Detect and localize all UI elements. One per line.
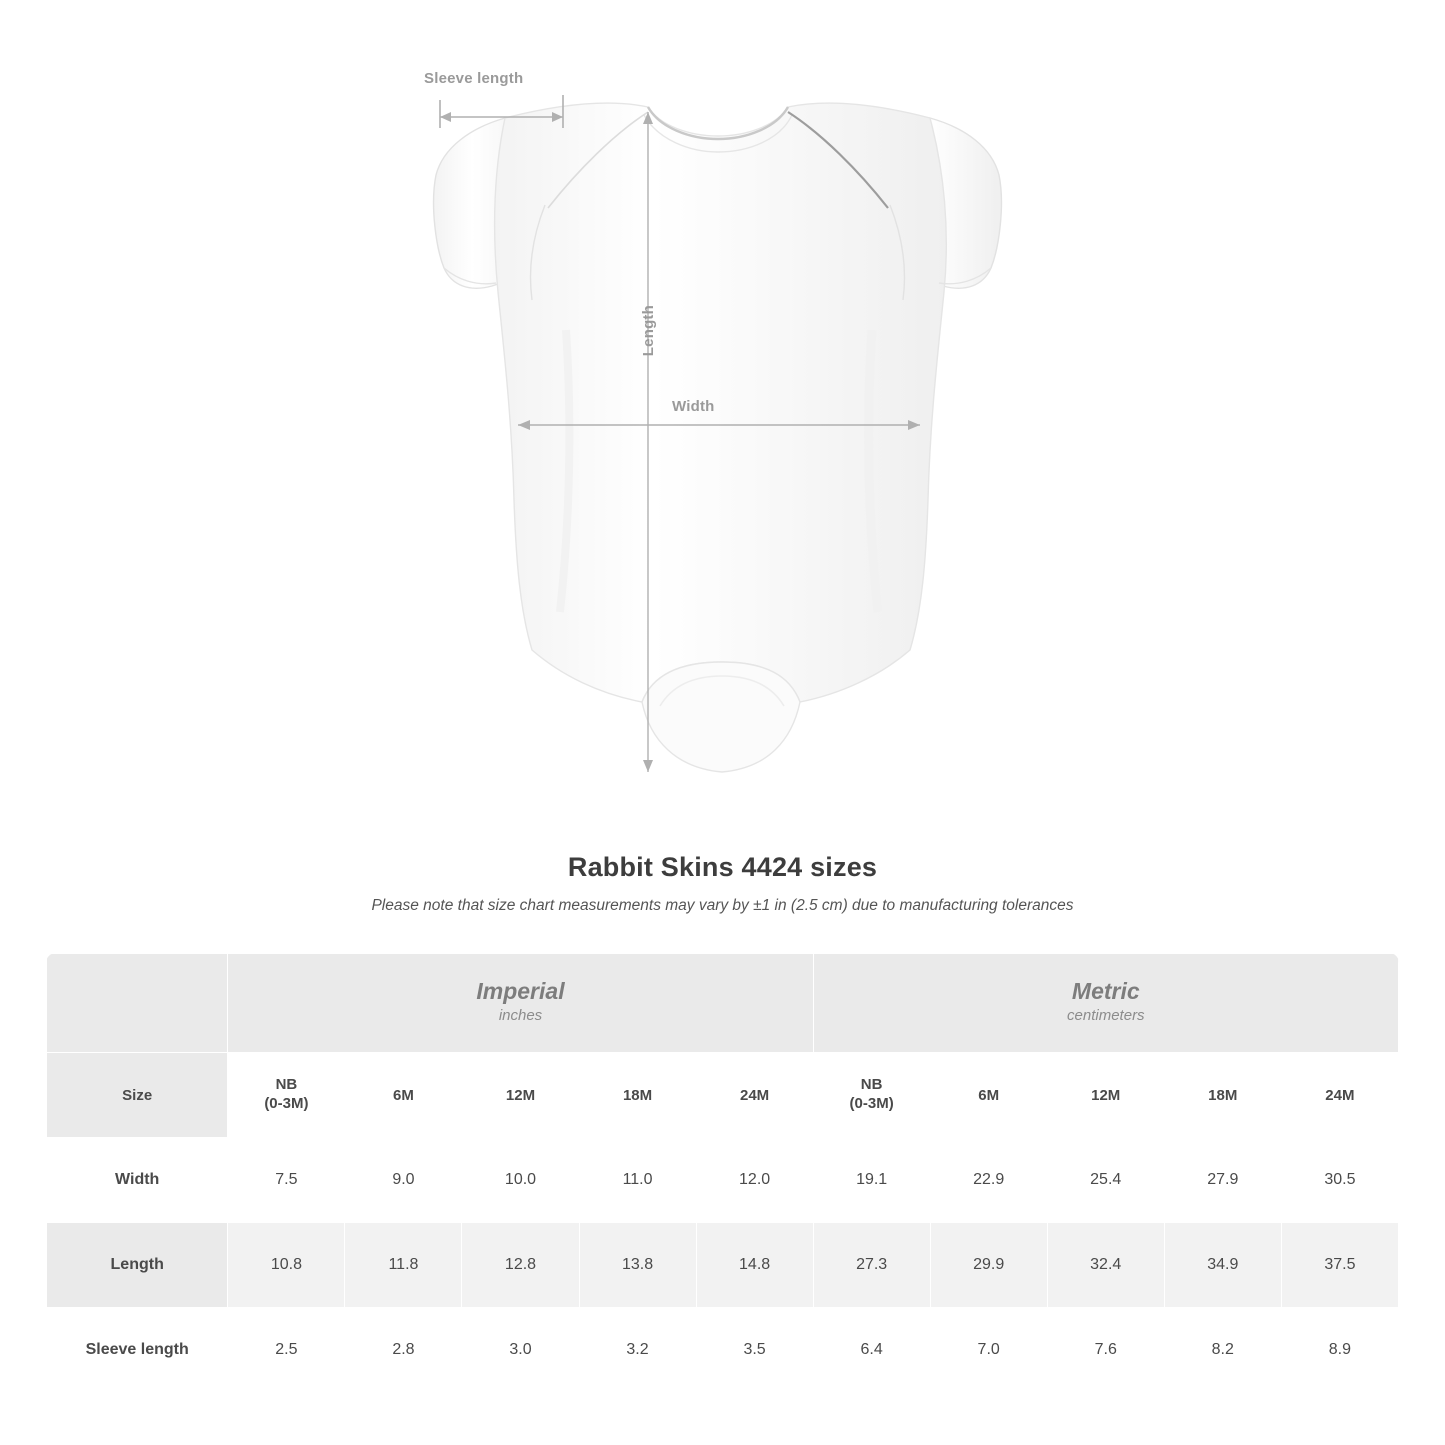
cell-width-6m-in: 9.0 <box>345 1138 462 1223</box>
column-header-nb-metric <box>813 1053 930 1138</box>
cell-length-12m-in: 12.8 <box>462 1223 579 1308</box>
size-header-row <box>47 1053 1399 1138</box>
column-header-line1: NB <box>860 1076 883 1094</box>
row-header-size: Size <box>47 1053 228 1138</box>
column-header-nb-imperial <box>228 1053 345 1138</box>
column-header-6m-metric: 6M <box>930 1053 1047 1138</box>
cell-length-nb-cm: 27.3 <box>813 1223 930 1308</box>
cell-sleeve-18m-cm: 8.2 <box>1164 1308 1281 1393</box>
cell-width-6m-cm: 22.9 <box>930 1138 1047 1223</box>
unit-header-metric <box>813 954 1398 1053</box>
cell-width-18m-cm: 27.9 <box>1164 1138 1281 1223</box>
unit-sub-imperial: inches <box>498 1007 543 1025</box>
cell-sleeve-6m-cm: 7.0 <box>930 1308 1047 1393</box>
row-label-width: Width <box>47 1138 228 1223</box>
cell-length-6m-cm: 29.9 <box>930 1223 1047 1308</box>
unit-header-row <box>47 954 1399 1053</box>
cell-length-6m-in: 11.8 <box>345 1223 462 1308</box>
cell-width-nb-in: 7.5 <box>228 1138 345 1223</box>
chart-title: Rabbit Skins 4424 sizes <box>567 852 878 882</box>
cell-length-24m-cm: 37.5 <box>1281 1223 1398 1308</box>
cell-length-18m-in: 13.8 <box>579 1223 696 1308</box>
width-annotation: Width <box>672 398 715 415</box>
cell-width-nb-cm: 19.1 <box>813 1138 930 1223</box>
unit-name-metric: Metric <box>1071 977 1140 1004</box>
cell-sleeve-nb-cm: 6.4 <box>813 1308 930 1393</box>
column-header-6m-imperial: 6M <box>345 1053 462 1138</box>
column-header-24m-imperial: 24M <box>696 1053 813 1138</box>
column-header-line2: (0-3M) <box>264 1095 309 1112</box>
cell-width-24m-in: 12.0 <box>696 1138 813 1223</box>
table-row <box>47 1308 1399 1393</box>
cell-width-24m-cm: 30.5 <box>1281 1138 1398 1223</box>
column-header-12m-metric: 12M <box>1047 1053 1164 1138</box>
cell-width-12m-in: 10.0 <box>462 1138 579 1223</box>
cell-sleeve-12m-cm: 7.6 <box>1047 1308 1164 1393</box>
table-row <box>47 1223 1399 1308</box>
column-header-24m-metric: 24M <box>1281 1053 1398 1138</box>
unit-sub-metric: centimeters <box>1067 1007 1145 1025</box>
cell-length-24m-in: 14.8 <box>696 1223 813 1308</box>
cell-sleeve-nb-in: 2.5 <box>228 1308 345 1393</box>
cell-sleeve-18m-in: 3.2 <box>579 1308 696 1393</box>
cell-length-nb-in: 10.8 <box>228 1223 345 1308</box>
unit-header-imperial <box>228 954 813 1053</box>
unit-header-corner <box>47 954 228 1053</box>
chart-note: Please note that size chart measurements may vary by ±1 in (2.5 cm) due to manufacturing tolerances <box>371 897 1074 914</box>
column-header-12m-imperial: 12M <box>462 1053 579 1138</box>
column-header-18m-metric: 18M <box>1164 1053 1281 1138</box>
length-annotation: Length <box>640 305 657 357</box>
cell-length-18m-cm: 34.9 <box>1164 1223 1281 1308</box>
size-table <box>46 953 1399 1393</box>
column-header-18m-imperial: 18M <box>579 1053 696 1138</box>
column-header-line2: (0-3M) <box>849 1095 894 1112</box>
sleeve-length-annotation: Sleeve length <box>424 70 524 87</box>
row-label-sleeve-length: Sleeve length <box>47 1308 228 1393</box>
row-label-length: Length <box>47 1223 228 1308</box>
unit-name-imperial: Imperial <box>476 977 565 1004</box>
size-table-wrapper <box>46 953 1399 1393</box>
column-header-line1: NB <box>275 1076 298 1094</box>
cell-width-12m-cm: 25.4 <box>1047 1138 1164 1223</box>
cell-length-12m-cm: 32.4 <box>1047 1223 1164 1308</box>
cell-sleeve-24m-in: 3.5 <box>696 1308 813 1393</box>
cell-width-18m-in: 11.0 <box>579 1138 696 1223</box>
table-row <box>47 1138 1399 1223</box>
cell-sleeve-6m-in: 2.8 <box>345 1308 462 1393</box>
cell-sleeve-24m-cm: 8.9 <box>1281 1308 1398 1393</box>
cell-sleeve-12m-in: 3.0 <box>462 1308 579 1393</box>
